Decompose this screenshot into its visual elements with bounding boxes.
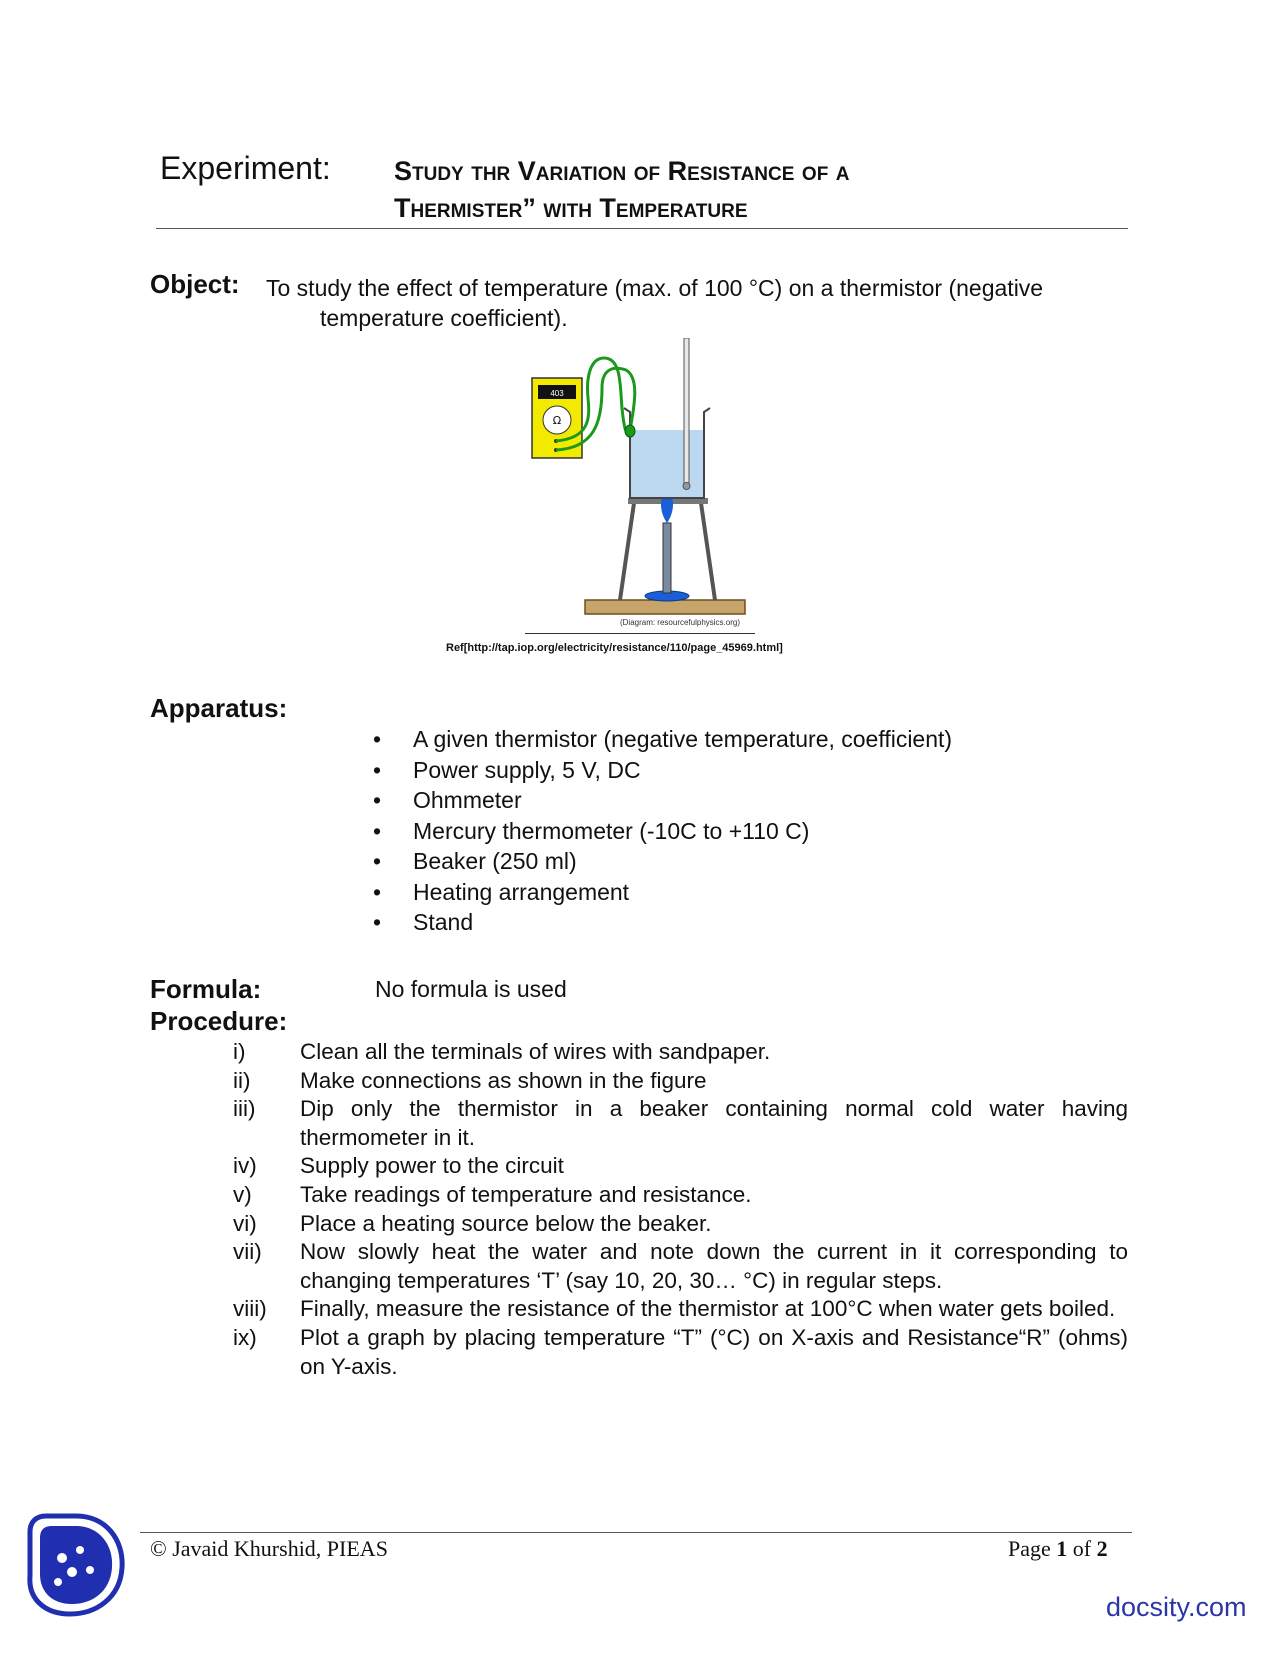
list-item [233,1210,1128,1239]
footer-rule [140,1532,1132,1533]
bullet-icon: • [373,848,382,874]
formula-text: No formula is used [375,976,567,1002]
apparatus-heading: Apparatus: [150,693,288,723]
thermistor-setup-diagram [530,338,780,638]
list-item [233,1152,1128,1181]
bullet-icon: • [373,756,382,783]
apparatus-item-label: A given thermistor (negative temperature, coefficient) [413,726,953,752]
list-item [233,1181,1128,1210]
list-item [373,907,952,938]
docsity-logo-icon [22,1510,130,1620]
step-text: Plot a graph by placing temperature “T” (°C) on X-axis and Resistance“R” (ohms) on Y-axis. [300,1324,1128,1379]
diagram-credit: (Diagram: resourcefulphysics.org) [619,618,741,627]
bench [585,600,745,614]
thermometer [684,338,689,486]
thermistor [625,425,635,437]
page-current: 1 [1056,1536,1068,1561]
stand-leg-right [701,503,715,600]
step-text: Take readings of temperature and resistance. [300,1181,752,1207]
step-number: v) [233,1181,252,1207]
page-label: Page [1008,1536,1051,1561]
page-indicator [1008,1536,1108,1562]
apparatus-item-label: Power supply, 5 V, DC [413,756,641,783]
step-text: Now slowly heat the water and note down the current in it corresponding to changing temperatures ‘T’ (say 10, 20, 30… °C) in regular steps. [300,1239,1128,1293]
apparatus-list [373,724,952,938]
step-text: Dip only the thermistor in a beaker containing normal cold water having thermometer in it. [300,1096,1128,1150]
list-item [373,877,952,908]
list-item [233,1038,1128,1067]
page-total: 2 [1096,1536,1108,1561]
apparatus-item-label: Heating arrangement [413,878,630,905]
step-text: Supply power to the circuit [300,1153,564,1179]
ohmmeter-reading: 403 [550,389,564,398]
procedure-list [233,1038,1128,1381]
list-item [233,1324,1128,1381]
page-of: of [1072,1536,1092,1561]
thermometer-bulb [683,483,690,490]
step-number: vii) [233,1239,262,1265]
list-item [373,755,952,786]
step-text: Clean all the terminals of wires with sandpaper. [300,1039,771,1064]
bullet-icon: • [373,909,382,935]
stand-leg-left [620,503,634,600]
list-item [233,1067,1128,1096]
title-line-1: Study thr Variation of Resistance of a [394,156,850,186]
step-number: ix) [233,1324,257,1350]
step-number: iii) [233,1096,256,1122]
bullet-icon: • [373,787,382,813]
step-text: Finally, measure the resistance of the thermistor at 100°C when water gets boiled. [300,1296,1116,1322]
list-item [233,1095,1128,1152]
apparatus-item-label: Beaker (250 ml) [413,848,577,874]
step-number: viii) [233,1296,267,1322]
list-item [233,1238,1128,1295]
list-item [373,785,952,816]
step-number: vi) [233,1210,257,1236]
water [630,430,704,498]
diagram-reference: Ref[http://tap.iop.org/electricity/resistance/110/page_45969.html] [446,642,783,654]
step-text: Make connections as shown in the figure [300,1067,707,1093]
list-item [373,846,952,877]
diagram-rule [525,633,755,634]
bullet-icon: • [373,726,382,752]
docsity-watermark[interactable]: docsity.com [1106,1592,1247,1622]
apparatus-item-label: Mercury thermometer (-10C to +110 C) [413,817,810,844]
procedure-heading: Procedure: [150,1006,288,1036]
bullet-icon: • [373,878,382,905]
step-text: Place a heating source below the beaker. [300,1210,712,1236]
experiment-title [394,153,850,227]
object-heading: Object: [150,269,240,299]
list-item [233,1295,1128,1324]
step-number: ii) [233,1067,251,1093]
bullet-icon: • [373,817,382,844]
footer-copyright: © Javaid Khurshid, PIEAS [150,1536,388,1561]
list-item [373,816,952,847]
object-text-line-2: temperature coefficient). [320,305,568,331]
experiment-label: Experiment: [160,150,331,186]
title-line-2: Thermister” with Temperature [394,193,748,223]
apparatus-item-label: Stand [413,909,474,935]
burner-tube [663,523,671,593]
formula-heading: Formula: [150,974,262,1004]
apparatus-item-label: Ohmmeter [413,787,522,813]
list-item [373,724,952,755]
header-rule [156,228,1128,229]
ohm-icon: Ω [552,414,562,427]
step-number: i) [233,1039,246,1064]
step-number: iv) [233,1153,257,1179]
object-text-line-1: To study the effect of temperature (max. of 100 °C) on a thermistor (negative [266,275,1044,301]
